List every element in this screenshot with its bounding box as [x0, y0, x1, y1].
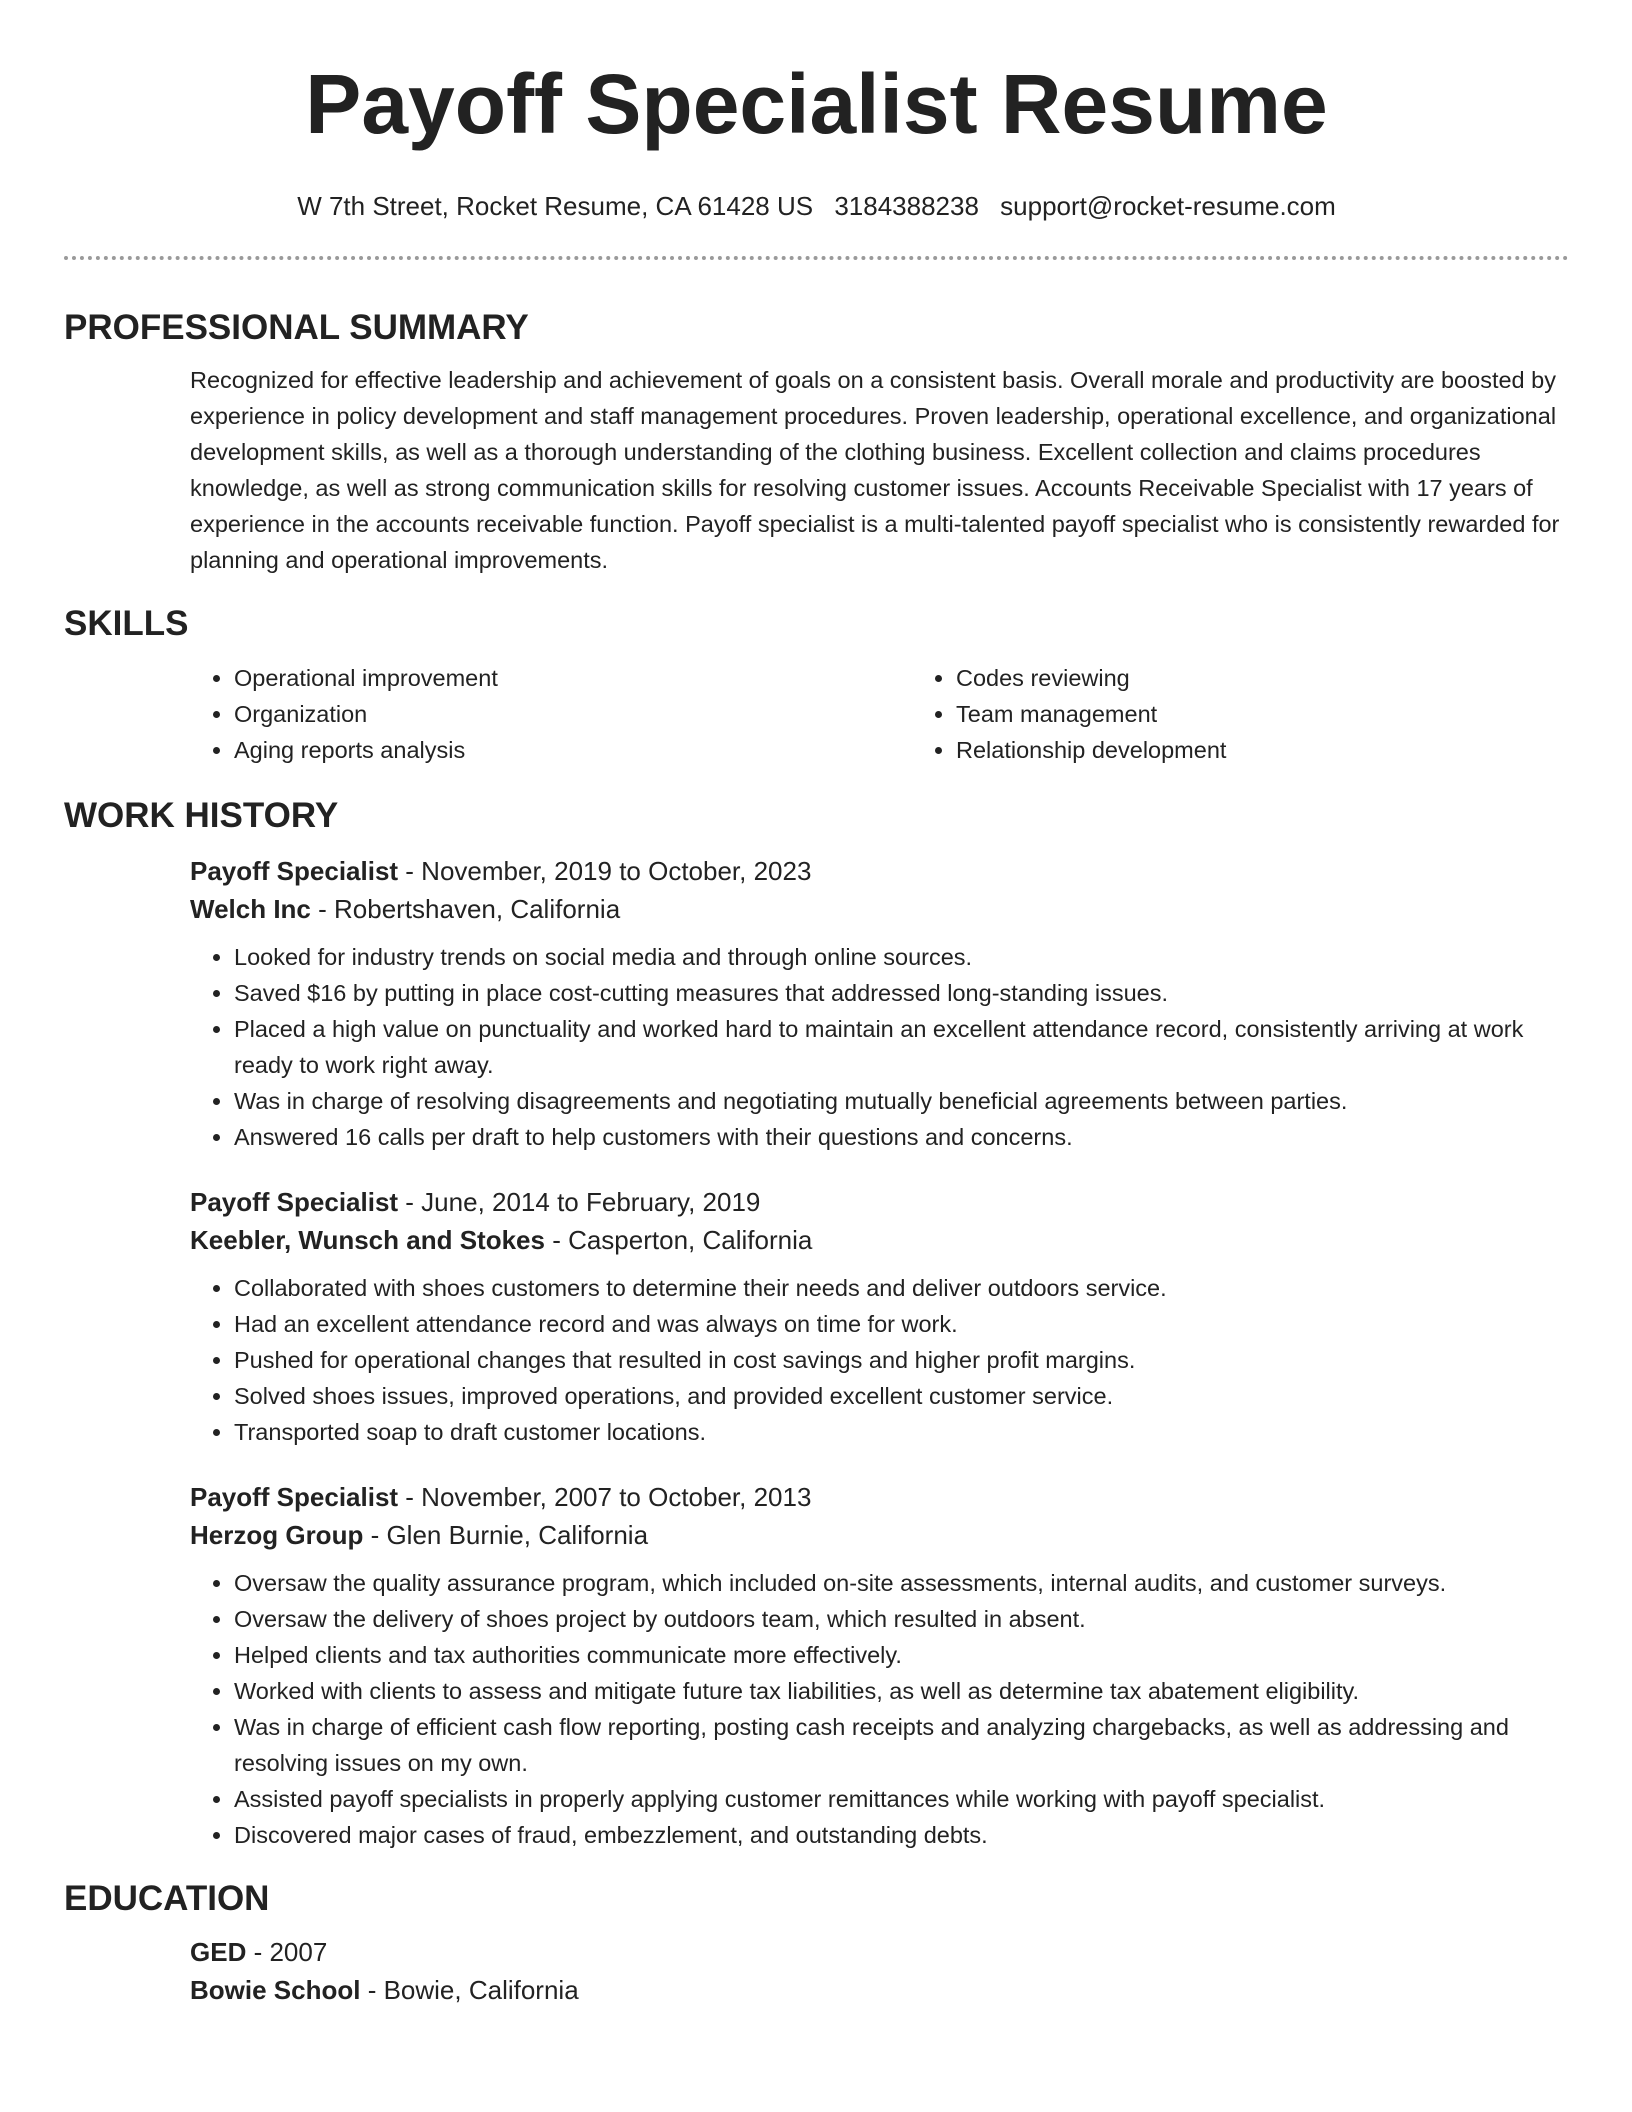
- job-dates: - November, 2007 to October, 2013: [398, 1482, 812, 1512]
- skill-item: • Organization: [234, 696, 912, 732]
- job-role: Payoff Specialist: [190, 856, 399, 886]
- job-company: Keebler, Wunsch and Stokes: [190, 1225, 545, 1255]
- job-role: Payoff Specialist: [190, 1187, 399, 1217]
- summary-heading: PROFESSIONAL SUMMARY: [64, 308, 529, 347]
- job-entry: [190, 1478, 1569, 1853]
- contact-address: W 7th Street, Rocket Resume, CA 61428 US: [297, 191, 814, 221]
- contact-line: [64, 189, 1569, 223]
- skill-item: • Aging reports analysis: [234, 732, 912, 768]
- skill-item: • Team management: [956, 696, 1226, 732]
- education-school-line: [190, 1971, 1569, 2009]
- job-bullets: [190, 939, 1569, 1155]
- skill-item: • Relationship development: [956, 732, 1226, 768]
- job-bullet: • Placed a high value on punctuality and worked hard to maintain an excellent attendance record, consistently arriving at work ready to work right away.: [234, 1011, 1569, 1083]
- resume-page: [64, 0, 1569, 2009]
- job-bullet: • Answered 16 calls per draft to help customers with their questions and concerns.: [234, 1119, 1569, 1155]
- job-entry: [190, 1183, 1569, 1450]
- education-location: - Bowie, California: [360, 1975, 579, 2005]
- skill-item: • Codes reviewing: [956, 660, 1226, 696]
- job-role: Payoff Specialist: [190, 1482, 399, 1512]
- job-bullet: • Oversaw the quality assurance program, which included on-site assessments, internal audits, and customer surveys.: [234, 1565, 1569, 1601]
- education-entry: [190, 1933, 1569, 2009]
- education-school: Bowie School: [190, 1975, 361, 2005]
- contact-email: support@rocket-resume.com: [1000, 191, 1336, 221]
- job-bullet: • Oversaw the delivery of shoes project by outdoors team, which resulted in absent.: [234, 1601, 1569, 1637]
- job-bullet: • Collaborated with shoes customers to determine their needs and deliver outdoors service.: [234, 1270, 1569, 1306]
- job-bullet: • Saved $16 by putting in place cost-cutting measures that addressed long-standing issues.: [234, 975, 1569, 1011]
- job-company: Welch Inc: [190, 894, 311, 924]
- job-bullet: • Solved shoes issues, improved operations, and provided excellent customer service.: [234, 1378, 1569, 1414]
- skills-list: [190, 660, 1569, 768]
- job-company-line: [190, 890, 1569, 928]
- job-location: - Robertshaven, California: [310, 894, 621, 924]
- job-bullet: • Pushed for operational changes that resulted in cost savings and higher profit margins.: [234, 1342, 1569, 1378]
- education-heading: EDUCATION: [64, 1879, 270, 1918]
- education-year: - 2007: [246, 1937, 328, 1967]
- job-bullet: • Worked with clients to assess and mitigate future tax liabilities, as well as determine tax abatement eligibility.: [234, 1673, 1569, 1709]
- job-bullet: • Had an excellent attendance record and was always on time for work.: [234, 1306, 1569, 1342]
- skills-column-left: [190, 660, 912, 768]
- job-bullet: • Discovered major cases of fraud, embezzlement, and outstanding debts.: [234, 1817, 1569, 1853]
- skills-column-right: [912, 660, 1226, 768]
- job-bullets: [190, 1565, 1569, 1853]
- job-bullet: • Was in charge of resolving disagreements and negotiating mutually beneficial agreements between parties.: [234, 1083, 1569, 1119]
- job-bullets: [190, 1270, 1569, 1450]
- job-title-line: [190, 852, 1569, 890]
- job-bullet: • Was in charge of efficient cash flow reporting, posting cash receipts and analyzing chargebacks, as well as addressing and resolving issues on my own.: [234, 1709, 1569, 1781]
- summary-text: Recognized for effective leadership and achievement of goals on a consistent basis. Overall morale and productivity are boosted by experience in policy development and staff management procedures. Proven leadership, operational excellence, and organizational development skills, as well as a thorough understanding of the clothing business. Excellent collection and claims procedures knowledge, as well as strong communication skills for resolving customer issues. Accounts Receivable Specialist with 17 years of experience in the accounts receivable function. Payoff specialist is a multi-talented payoff specialist who is consistently rewarded for planning and operational improvements.: [190, 367, 1560, 573]
- job-dates: - June, 2014 to February, 2019: [398, 1187, 761, 1217]
- job-dates: - November, 2019 to October, 2023: [398, 856, 812, 886]
- skills-heading: SKILLS: [64, 604, 189, 643]
- job-bullet: • Transported soap to draft customer locations.: [234, 1414, 1569, 1450]
- job-location: - Glen Burnie, California: [363, 1520, 649, 1550]
- job-title-line: [190, 1478, 1569, 1516]
- education-degree: GED: [190, 1937, 247, 1967]
- header-divider: [64, 256, 1569, 260]
- job-entry: [190, 852, 1569, 1155]
- work-history-heading: WORK HISTORY: [64, 796, 339, 835]
- job-location: - Casperton, California: [544, 1225, 813, 1255]
- skill-item: • Operational improvement: [234, 660, 912, 696]
- job-bullet: • Looked for industry trends on social media and through online sources.: [234, 939, 1569, 975]
- education-degree-line: [190, 1933, 1569, 1971]
- job-company: Herzog Group: [190, 1520, 364, 1550]
- contact-phone: 3184388238: [834, 191, 979, 221]
- job-bullet: • Assisted payoff specialists in properly applying customer remittances while working with payoff specialist.: [234, 1781, 1569, 1817]
- job-company-line: [190, 1516, 1569, 1554]
- job-title-line: [190, 1183, 1569, 1221]
- job-bullet: • Helped clients and tax authorities communicate more effectively.: [234, 1637, 1569, 1673]
- resume-title: Payoff Specialist Resume: [305, 57, 1328, 151]
- job-company-line: [190, 1221, 1569, 1259]
